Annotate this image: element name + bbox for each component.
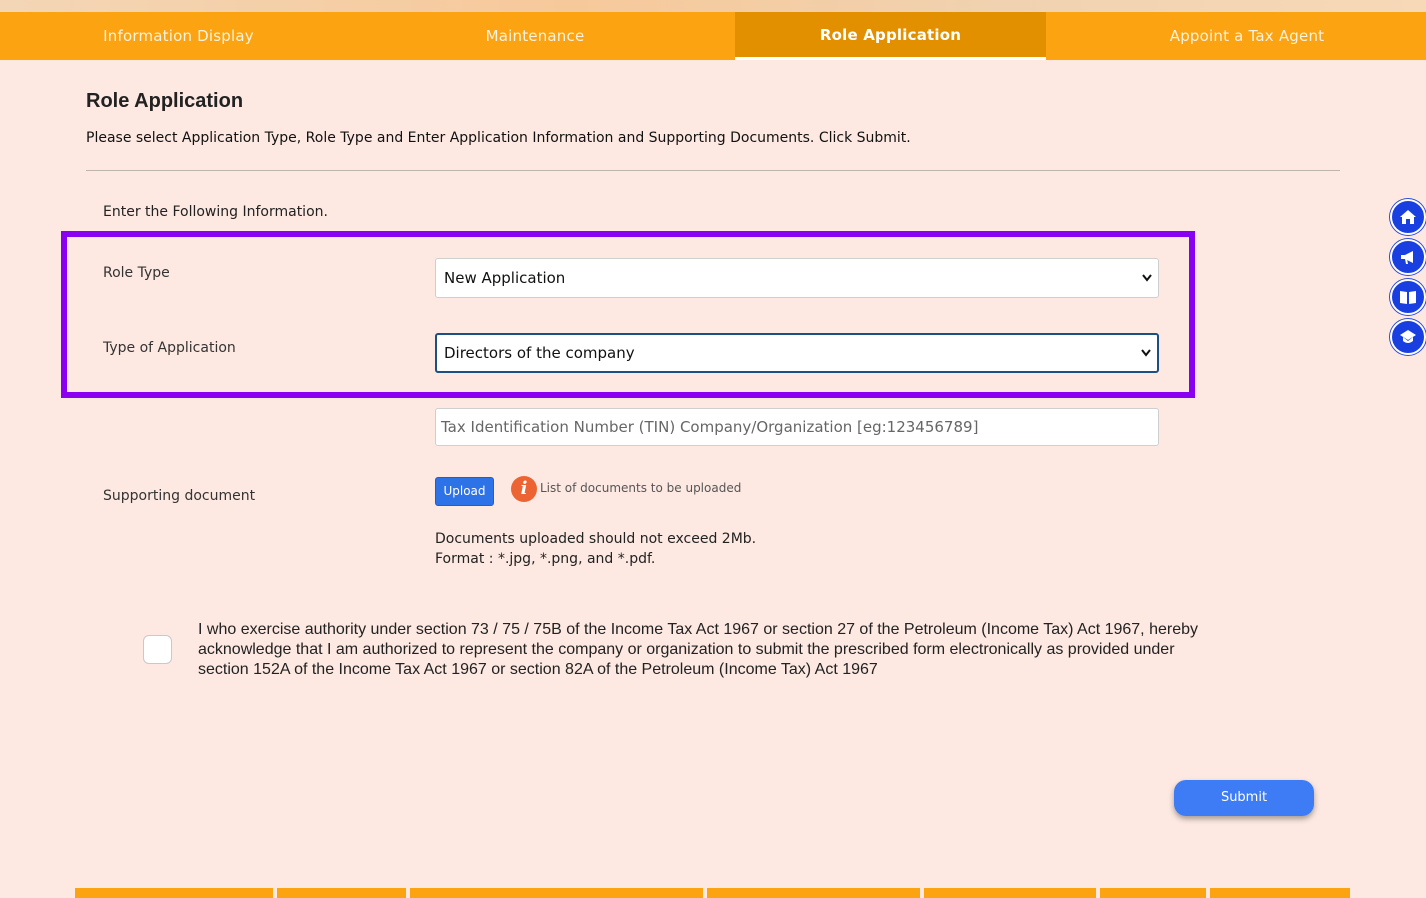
supporting-document-label: Supporting document	[103, 488, 256, 504]
footer-bar-segment	[1210, 888, 1350, 898]
top-banner-strip	[0, 0, 1426, 12]
tab-appoint-tax-agent[interactable]: Appoint a Tax Agent	[1169, 27, 1325, 45]
chevron-down-icon	[1141, 335, 1151, 385]
section-heading: Enter the Following Information.	[103, 204, 328, 220]
home-icon[interactable]	[1390, 199, 1426, 235]
footer-bar-segment	[924, 888, 1096, 898]
megaphone-icon[interactable]	[1390, 239, 1426, 275]
page-title: Role Application	[86, 90, 244, 112]
tab-bar	[0, 12, 1426, 60]
acknowledgement-text: I who exercise authority under section 73 / 75 / 75B of the Income Tax Act 1967 or section 27 of the Petroleum (Income Tax) Act 1967, hereby acknowledge that I am authorized to represent the company or organization to submit the prescribed form electronically as provided under section 152A of the Income Tax Act 1967 or section 82A of the Petroleum (Income Tax) Act 1967	[198, 621, 1198, 678]
divider	[86, 170, 1340, 171]
footer-bar-segment	[707, 888, 920, 898]
footer-bar-segment	[277, 888, 406, 898]
document-list-link[interactable]: List of documents to be uploaded	[540, 481, 742, 495]
footer-bar-segment	[410, 888, 703, 898]
upload-requirements	[435, 529, 756, 569]
info-icon[interactable]: i	[511, 476, 537, 502]
role-type-value: New Application	[444, 269, 566, 287]
graduation-cap-icon[interactable]	[1390, 319, 1426, 355]
chevron-down-icon	[1142, 259, 1152, 312]
acknowledgement-checkbox[interactable]	[143, 635, 172, 664]
tab-maintenance[interactable]: Maintenance	[485, 27, 585, 45]
book-icon[interactable]	[1390, 279, 1426, 315]
tab-information-display[interactable]: Information Display	[103, 27, 254, 45]
footer-bar-segment	[1100, 888, 1206, 898]
tab-role-application[interactable]: Role Application	[735, 12, 1046, 60]
role-type-label: Role Type	[103, 265, 170, 281]
tin-input[interactable]: Tax Identification Number (TIN) Company/Organization [eg:123456789]	[435, 408, 1159, 446]
upload-size-note: Documents uploaded should not exceed 2Mb.	[435, 531, 757, 547]
application-type-value: Directors of the company	[444, 344, 635, 362]
submit-button[interactable]: Submit	[1174, 780, 1314, 816]
upload-format-note: Format : *.jpg, *.png, and *.pdf.	[435, 551, 656, 567]
application-type-label: Type of Application	[103, 340, 236, 356]
page-instructions: Please select Application Type, Role Type and Enter Application Information and Supporting Documents. Click Submit.	[86, 130, 911, 146]
footer-bar-segment	[75, 888, 273, 898]
application-type-select[interactable]	[435, 333, 1159, 373]
role-type-select[interactable]	[435, 258, 1159, 298]
upload-button[interactable]: Upload	[435, 477, 494, 506]
